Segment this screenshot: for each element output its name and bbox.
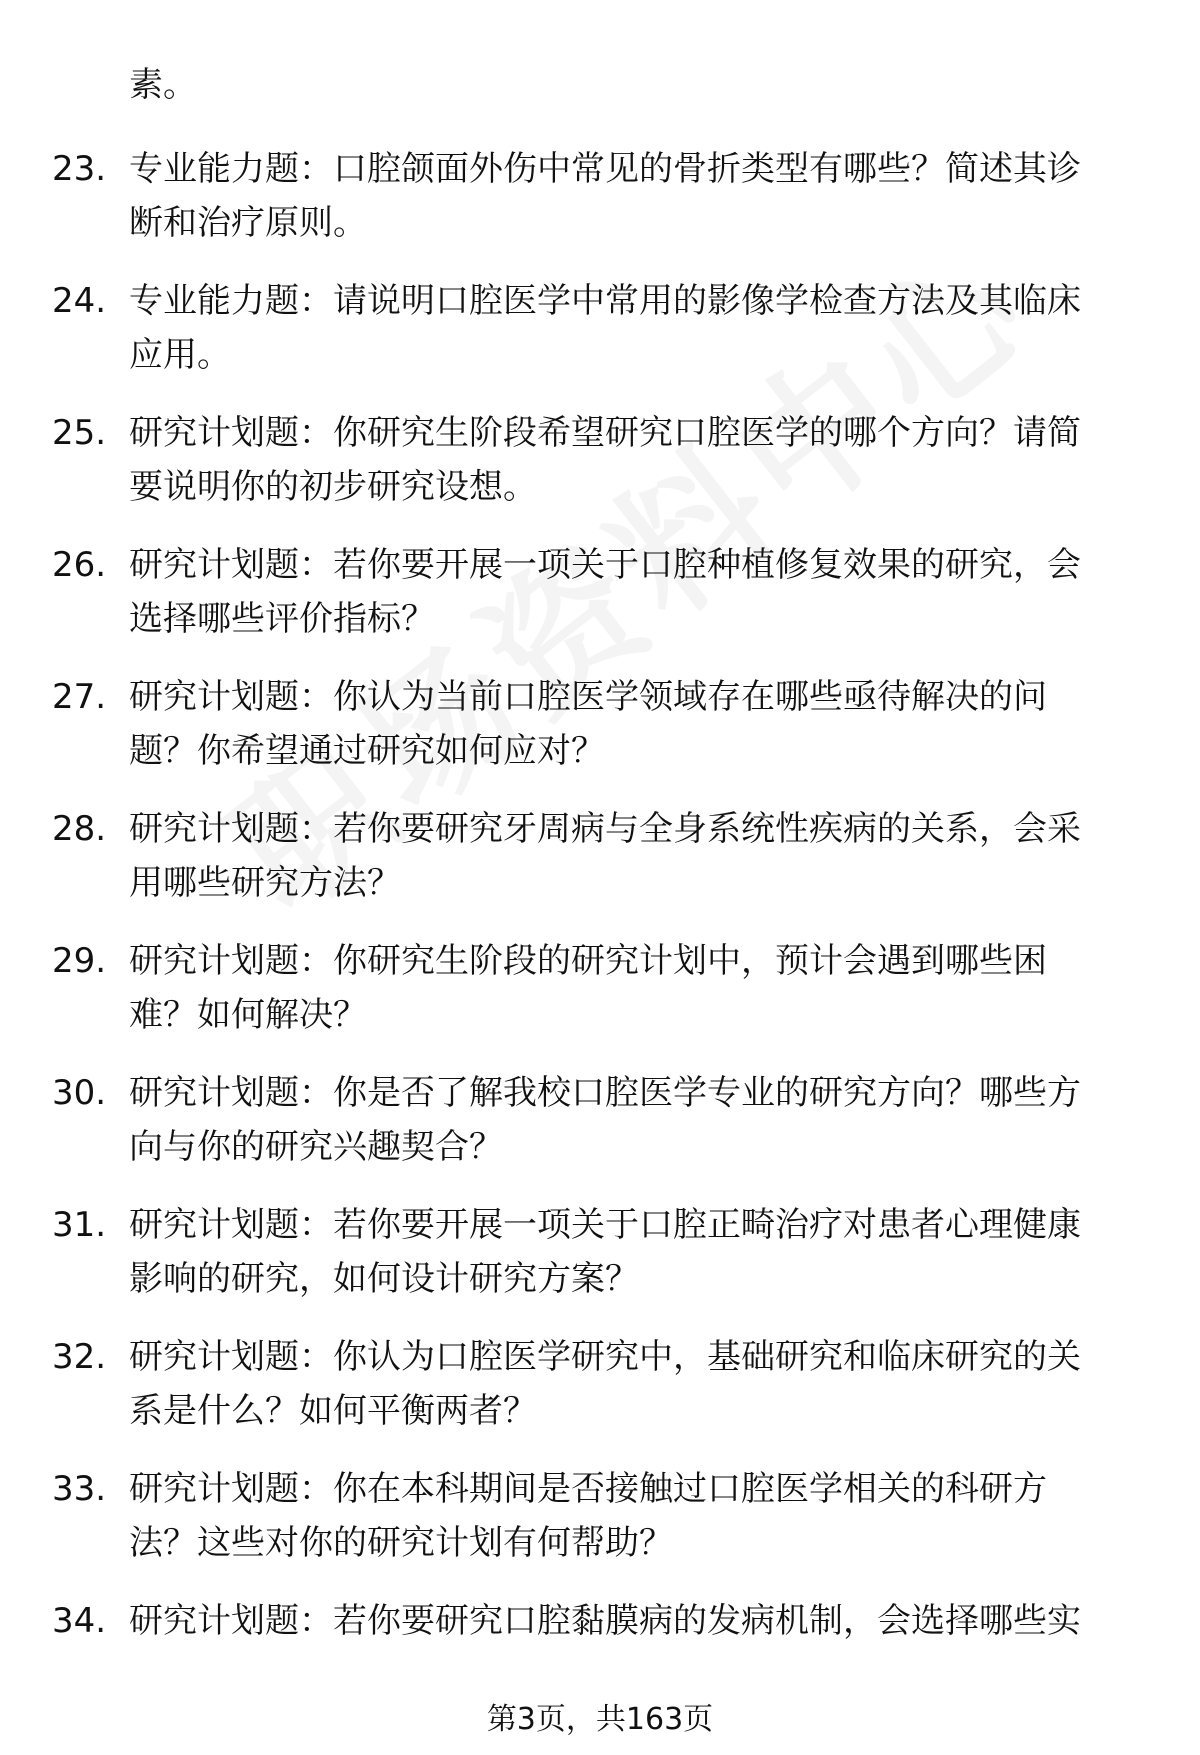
list-item [0,538,1200,670]
item-number: 24. [52,281,107,321]
item-line: 应用。 [129,335,231,375]
item-line: 研究计划题：你在本科期间是否接触过口腔医学相关的科研方 [129,1469,1047,1509]
item-line: 研究计划题：若你要研究牙周病与全身系统性疾病的关系，会采 [129,809,1081,849]
item-line: 用哪些研究方法？ [129,863,401,903]
item-line: 选择哪些评价指标？ [129,599,435,639]
item-line: 专业能力题：请说明口腔医学中常用的影像学检查方法及其临床 [129,281,1081,321]
item-line: 向与你的研究兴趣契合？ [129,1127,503,1167]
item-line: 断和治疗原则。 [129,203,367,243]
item-number: 23. [52,149,107,189]
item-number: 34. [52,1601,107,1641]
item-number: 27. [52,677,107,717]
item-number: 29. [52,941,107,981]
list-item [0,934,1200,1066]
continued-text: 素。 [129,65,197,105]
item-line: 研究计划题：若你要开展一项关于口腔种植修复效果的研究，会 [129,545,1081,585]
list-item [0,142,1200,274]
item-text [129,1462,1139,1570]
list-item [0,802,1200,934]
item-line: 研究计划题：你是否了解我校口腔医学专业的研究方向？哪些方 [129,1073,1081,1113]
list-item [0,1462,1200,1594]
item-line: 系是什么？如何平衡两者？ [129,1391,537,1431]
list-item [0,670,1200,802]
page-footer: 第3页，共163页 [486,1702,714,1737]
item-text [129,1198,1139,1306]
item-text [129,1066,1139,1174]
item-text [129,934,1139,1042]
item-line: 题？你希望通过研究如何应对？ [129,731,605,771]
item-line: 研究计划题：你研究生阶段的研究计划中，预计会遇到哪些困 [129,941,1047,981]
item-text [129,538,1139,646]
list-item [0,1330,1200,1462]
item-line: 研究计划题：若你要研究口腔黏膜病的发病机制，会选择哪些实 [129,1601,1081,1641]
item-text [129,670,1139,778]
list-item [0,406,1200,538]
list-item [0,274,1200,406]
item-number: 28. [52,809,107,849]
item-text [129,274,1139,382]
item-line: 难？如何解决？ [129,995,367,1035]
item-number: 26. [52,545,107,585]
item-line: 研究计划题：你认为当前口腔医学领域存在哪些亟待解决的问 [129,677,1047,717]
item-line: 研究计划题：你认为口腔医学研究中，基础研究和临床研究的关 [129,1337,1081,1377]
item-number: 30. [52,1073,107,1113]
item-line: 研究计划题：你研究生阶段希望研究口腔医学的哪个方向？请简 [129,413,1081,453]
item-line: 要说明你的初步研究设想。 [129,467,537,507]
item-number: 31. [52,1205,107,1245]
item-text [129,406,1139,514]
item-number: 32. [52,1337,107,1377]
item-line: 研究计划题：若你要开展一项关于口腔正畸治疗对患者心理健康 [129,1205,1081,1245]
item-line: 法？这些对你的研究计划有何帮助？ [129,1523,673,1563]
item-line: 专业能力题：口腔颌面外伤中常见的骨折类型有哪些？简述其诊 [129,149,1081,189]
item-line: 影响的研究，如何设计研究方案？ [129,1259,639,1299]
item-number: 33. [52,1469,107,1509]
item-text [129,1330,1139,1438]
item-text [129,142,1139,250]
item-number: 25. [52,413,107,453]
item-text [129,802,1139,910]
question-list [0,142,1200,1726]
list-item [0,1198,1200,1330]
item-text [129,1594,1139,1648]
list-item [0,1066,1200,1198]
